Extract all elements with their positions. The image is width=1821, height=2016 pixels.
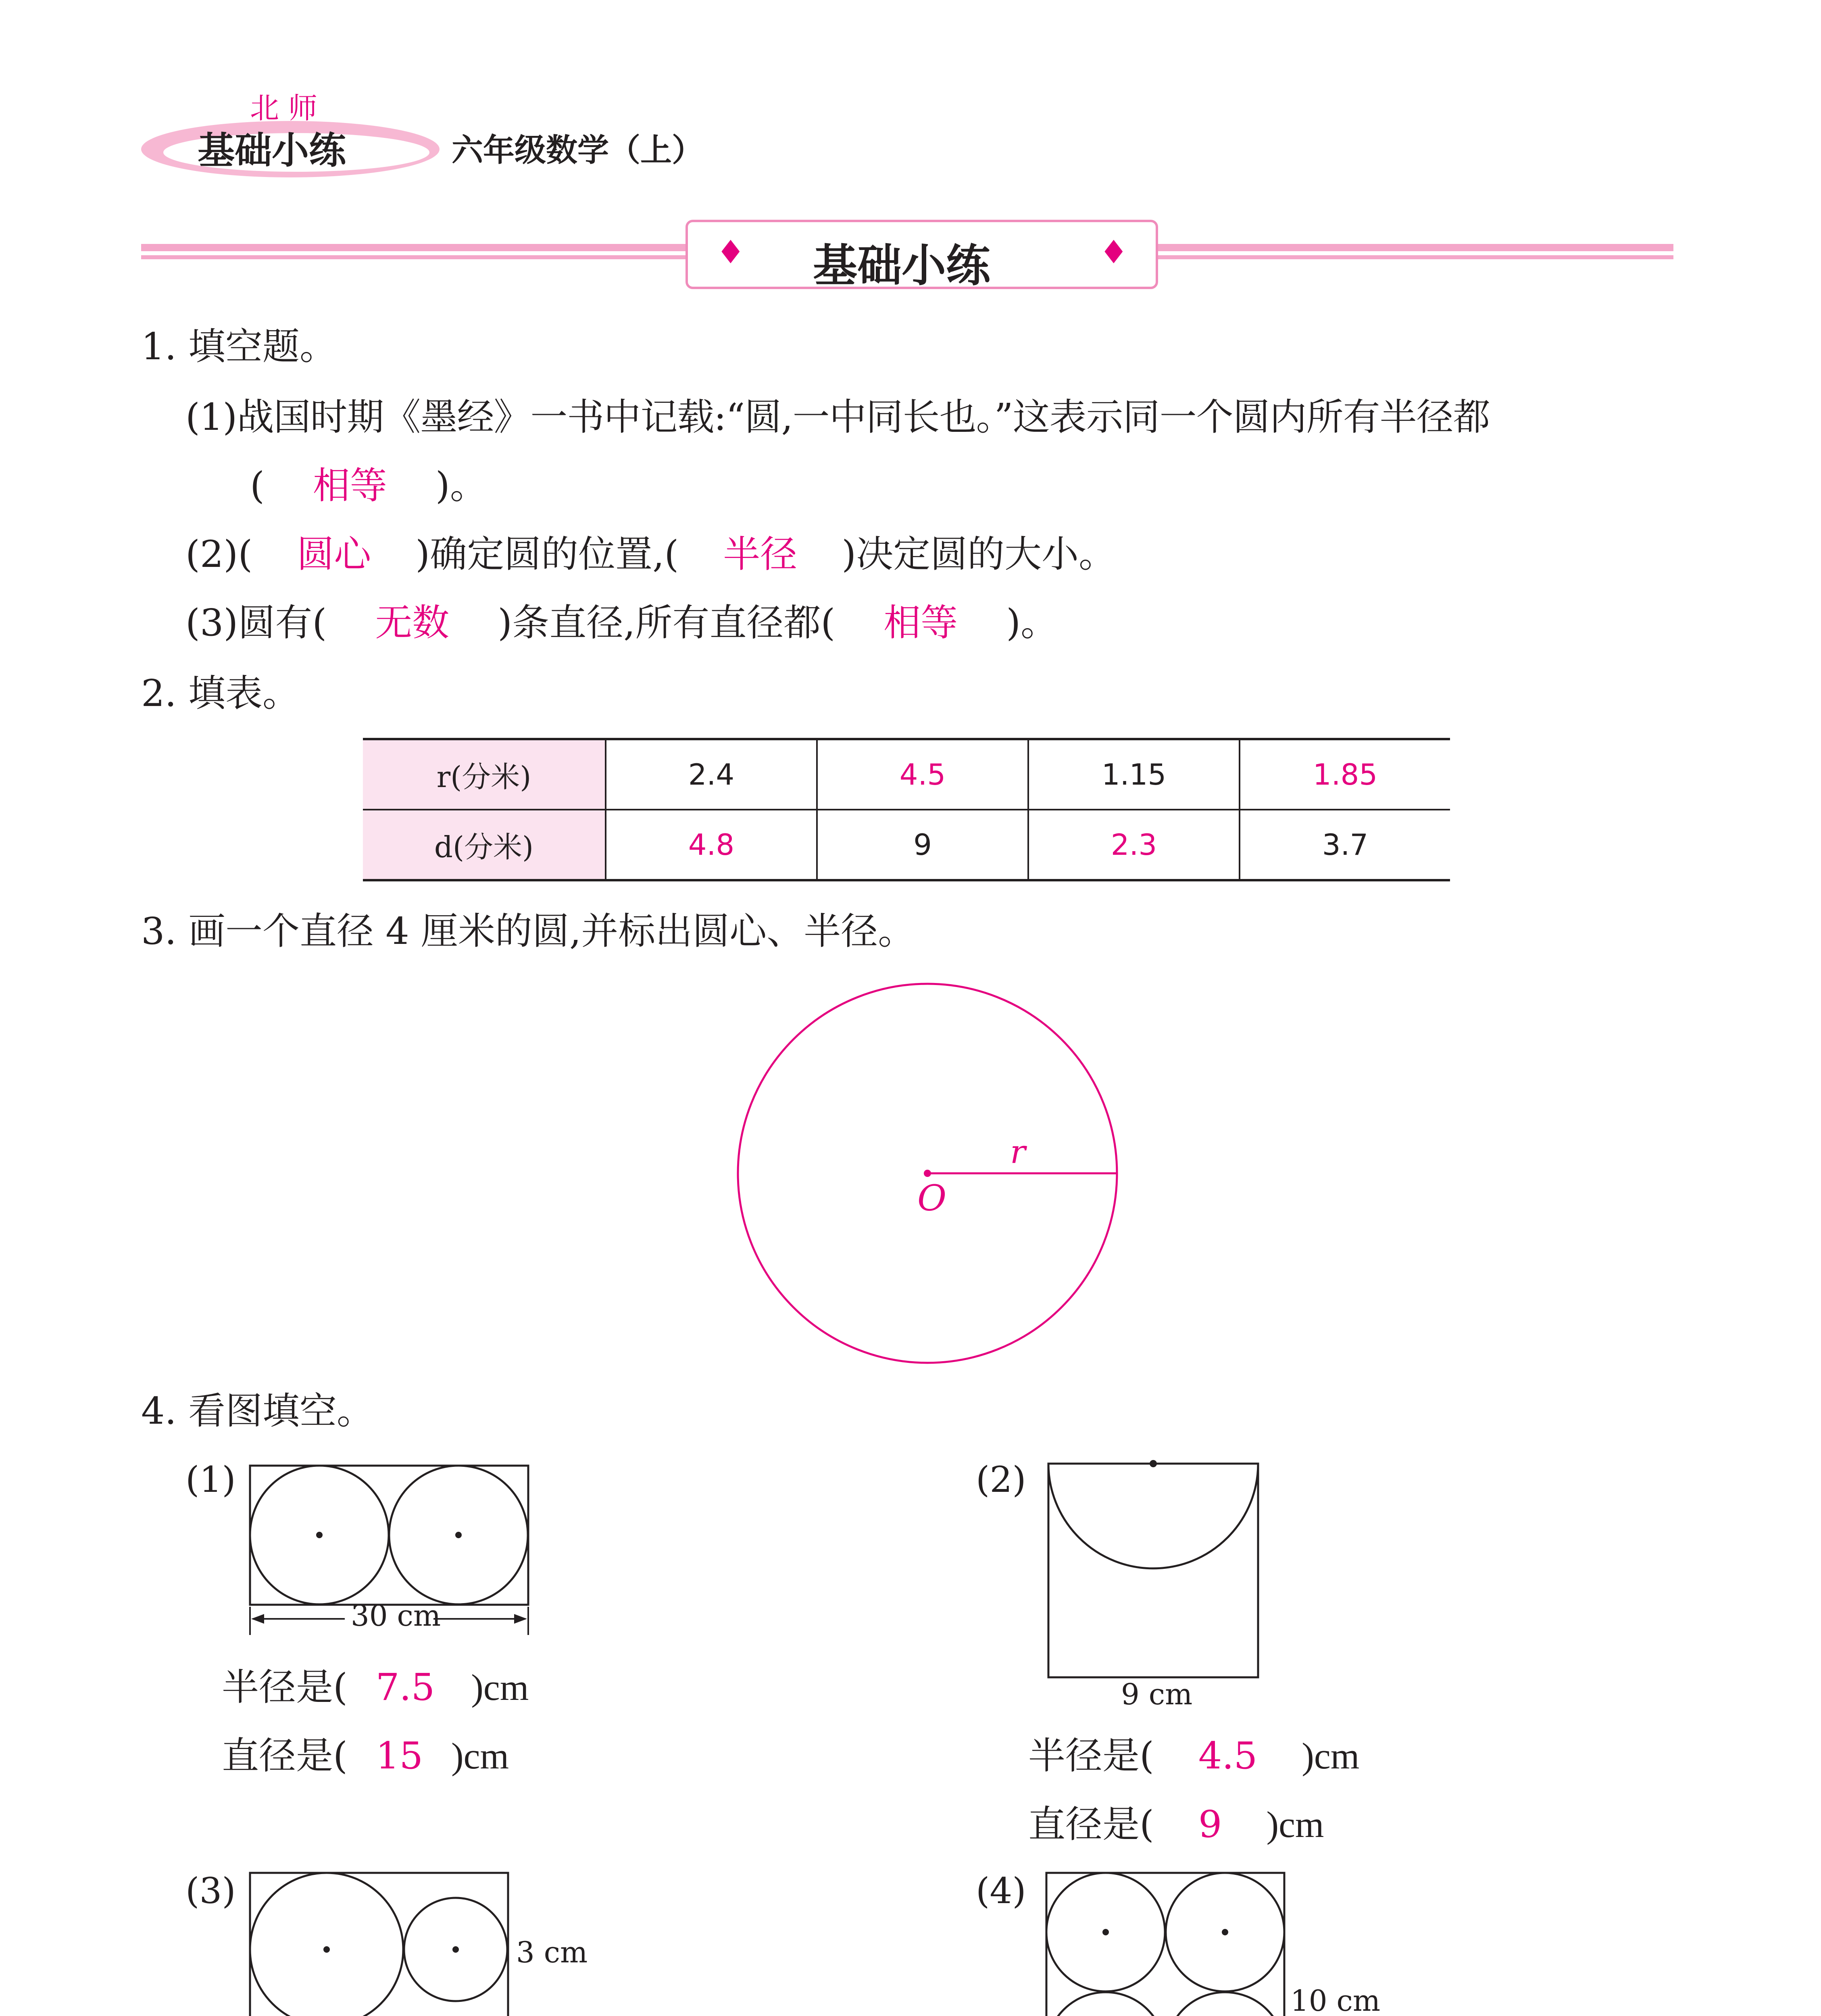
table-cell-answer: 1.85 (1240, 739, 1450, 810)
answer: 7.5 (375, 1666, 435, 1709)
table-row (363, 810, 1450, 880)
q4-4-num: (4) (976, 1870, 1026, 1912)
q4-2-figure (1044, 1456, 1270, 1681)
table-row (363, 739, 1450, 810)
q4-1-line2: 直径是( 15 )cm (222, 1732, 509, 1780)
answer: 无数 (375, 601, 450, 644)
q1-p2: (2)( 圆心 )确定圆的位置,( 半径 )决定圆的大小。 (185, 530, 1116, 579)
q4-1-dim: 30 cm (351, 1599, 441, 1633)
answer: 相等 (313, 464, 387, 507)
header (137, 85, 742, 190)
q4-2-dim: 9 cm (1121, 1677, 1193, 1711)
q2-title: 2. 填表。 (141, 672, 300, 715)
table-cell-answer: 4.5 (817, 739, 1028, 810)
brand-top: 北 师 (250, 91, 317, 125)
table-cell: 2.4 (606, 739, 817, 810)
q4-3-num: (3) (185, 1870, 236, 1912)
q1-title: 1. 填空题。 (141, 325, 337, 368)
answer: 圆心 (297, 533, 371, 576)
table-head: d(分米) (363, 810, 606, 880)
answer: 9 (1198, 1803, 1222, 1846)
table-head: r(分米) (363, 739, 606, 810)
q4-1-num: (1) (185, 1459, 236, 1500)
q1-p3: (3)圆有( 无数 )条直径,所有直径都( 相等 )。 (185, 599, 1058, 647)
diamond-icon: ♦ (716, 233, 745, 271)
diamond-icon: ♦ (1099, 233, 1128, 271)
center-dot (924, 1170, 931, 1177)
q3-circle-figure (726, 972, 1129, 1375)
q4-4-dim: 10 cm (1290, 1984, 1381, 2016)
q4-2-num: (2) (976, 1459, 1026, 1500)
table-cell: 3.7 (1240, 810, 1450, 880)
table-cell-answer: 2.3 (1028, 810, 1240, 880)
answer: 相等 (883, 601, 958, 644)
q4-1-line1: 半径是( 7.5 )cm (222, 1663, 529, 1712)
label-o: O (917, 1177, 947, 1219)
q4-title: 4. 看图填空。 (141, 1389, 374, 1433)
answer: 4.5 (1198, 1734, 1258, 1777)
book-title: 六年级数学（上） (452, 132, 704, 169)
q1-p1 (185, 393, 1490, 442)
q1-p1-blank: ( 相等 )。 (250, 462, 487, 510)
table-cell: 1.15 (1028, 739, 1240, 810)
section-title-box (685, 220, 1158, 292)
q4-2-line2: 直径是( 9 )cm (1028, 1800, 1324, 1849)
q4-4-figure (1040, 1867, 1290, 2016)
answer: 15 (375, 1734, 423, 1777)
q3-title: 3. 画一个直径 4 厘米的圆,并标出圆心、半径。 (141, 910, 915, 953)
section-title: 基础小练 (813, 240, 990, 292)
answer: 半径 (723, 533, 798, 576)
table-cell-answer: 4.8 (606, 810, 817, 880)
table-cell: 9 (817, 810, 1028, 880)
label-r: r (1010, 1133, 1026, 1170)
q4-3-figure (246, 1867, 512, 2016)
q1-p1-text: (1)战国时期《墨经》一书中记载:“圆,一中同长也。”这表示同一个圆内所有半径都 (185, 396, 1490, 439)
brand-main: 基础小练 (198, 129, 346, 172)
q4-3-dim-h: 3 cm (516, 1935, 588, 1969)
radius-table (363, 738, 1450, 881)
q4-2-line1: 半径是( 4.5 )cm (1028, 1732, 1359, 1780)
